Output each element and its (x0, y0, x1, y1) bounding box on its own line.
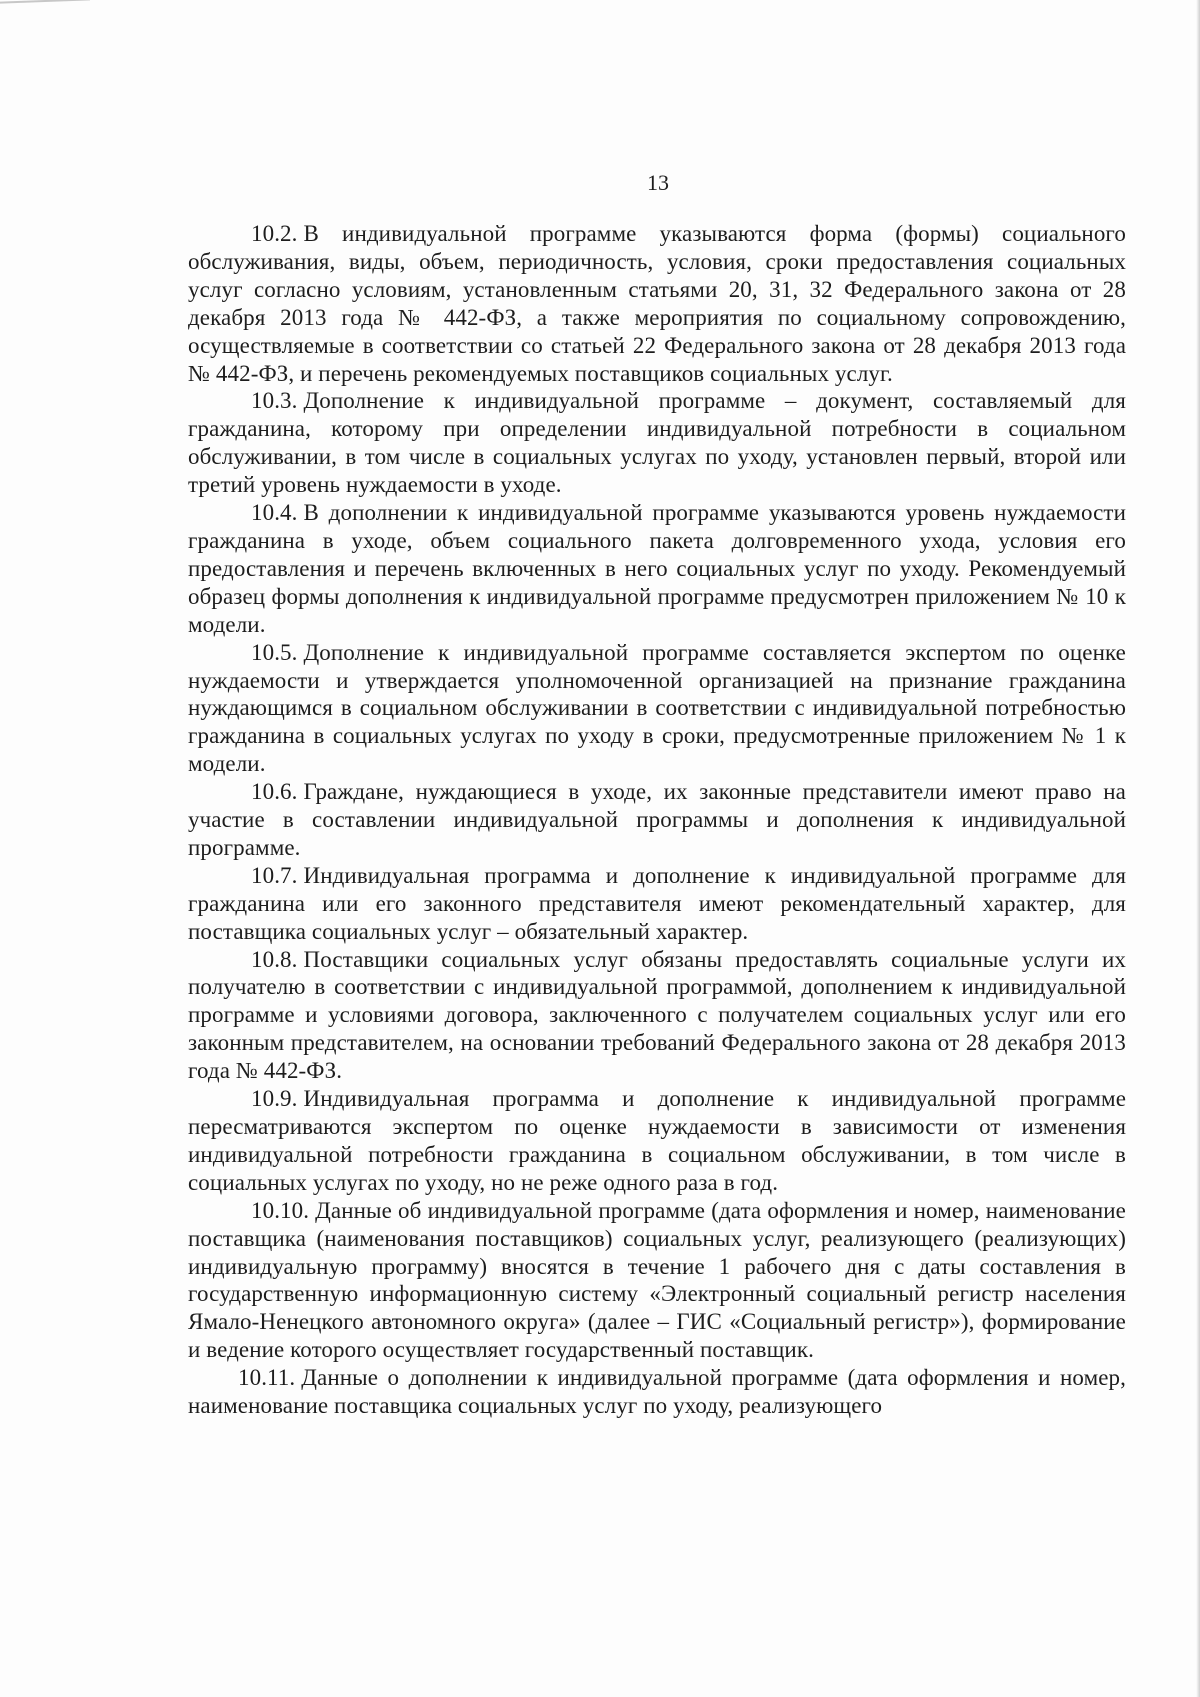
clause-number: 10.5. (251, 639, 298, 665)
clause-number: 10.11. (238, 1365, 296, 1391)
clause-text: В индивидуальной программе указываются форма (формы) социального обслуживания, виды, объем, периодичность, условия, сроки предоставления социальных услуг согласно условиям, установленным статьями 20, 31, 32 Федерального закона от 28 декабря 2013 года № 442-ФЗ, а также мероприятия по социальному сопровождению, осуществляемые в соответствии со статьей 22 Федерального закона от 28 декабря 2013 года № 442-ФЗ, и перечень рекомендуемых поставщиков социальных услуг. (188, 221, 1126, 386)
paragraph-10-11 (188, 1364, 1126, 1420)
clause-number: 10.6. (251, 779, 298, 805)
paragraph-10-5 (188, 639, 1126, 779)
paragraph-10-9 (188, 1085, 1126, 1197)
document-body (188, 220, 1126, 1420)
clause-text: Граждане, нуждающиеся в уходе, их законные представители имеют право на участие в составлении индивидуальной программы и дополнения к индивидуальной программе. (188, 779, 1126, 860)
clause-text: Дополнение к индивидуальной программе составляется экспертом по оценке нуждаемости и утверждается уполномоченной организацией на признание гражданина нуждающимся в социальном обслуживании в соответствии с индивидуальной потребностью гражданина в социальных услугах по уходу в сроки, предусмотренные приложением № 1 к модели. (188, 639, 1126, 777)
clause-text: В дополнении к индивидуальной программе указываются уровень нуждаемости гражданина в уходе, объем социального пакета долговременного ухода, условия его предоставления и перечень включенных в него социальных услуг по уходу. Рекомендуемый образец формы дополнения к индивидуальной программе предусмотрен приложением № 10 к модели. (188, 500, 1126, 637)
clause-number: 10.9. (251, 1086, 298, 1112)
clause-number: 10.2. (251, 221, 298, 246)
scan-edge-shadow (1196, 0, 1200, 1697)
clause-number: 10.4. (251, 500, 298, 526)
clause-text: Данные об индивидуальной программе (дата оформления и номер, наименование поставщика (наименования поставщиков) социальных услуг, реализующего (реализующих) индивидуальную программу) вносятся в течение 1 рабочего дня с даты составления в государственную информационную систему «Электронный социальный регистр населения Ямало-Ненецкого автономного округа» (далее – ГИС «Социальный регистр»), формирование и ведение которого осуществляет государственный поставщик. (188, 1197, 1126, 1363)
clause-text: Поставщики социальных услуг обязаны предоставлять социальные услуги их получателю в соответствии с индивидуальной программой, дополнением к индивидуальной программе и условиями договора, заключенного с получателем социальных услуг или его законным представителем, на основании требований Федерального закона от 28 декабря 2013 года № 442-ФЗ. (188, 946, 1126, 1084)
clause-text: Индивидуальная программа и дополнение к индивидуальной программе пересматриваются экспертом по оценке нуждаемости в зависимости от изменения индивидуальной потребности гражданина в социальном обслуживании, в том числе в социальных услугах по уходу, но не реже одного раза в год. (188, 1086, 1126, 1195)
clause-number: 10.10. (251, 1197, 310, 1223)
clause-number: 10.3. (251, 388, 298, 414)
clause-number: 10.8. (251, 946, 298, 972)
scan-artifact (0, 0, 90, 14)
clause-text: Дополнение к индивидуальной программе – документ, составляемый для гражданина, которому при определении индивидуальной потребности в социальном обслуживании, в том числе в социальных услугах по уходу, установлен первый, второй или третий уровень нуждаемости в уходе. (188, 388, 1126, 498)
clause-text: Индивидуальная программа и дополнение к индивидуальной программе для гражданина или его законного представителя имеют рекомендательный характер, для поставщика социальных услуг – обязательный характер. (188, 862, 1126, 944)
paragraph-10-3 (188, 387, 1126, 499)
page-number: 13 (647, 170, 669, 195)
paragraph-10-10 (188, 1197, 1126, 1364)
paragraph-10-4 (188, 499, 1126, 639)
paragraph-10-8 (188, 946, 1126, 1086)
paragraph-10-2 (188, 220, 1126, 387)
paragraph-10-7 (188, 862, 1126, 946)
paragraph-10-6 (188, 778, 1126, 862)
clause-number: 10.7. (251, 862, 298, 888)
clause-text: Данные о дополнении к индивидуальной программе (дата оформления и номер, наименование поставщика социальных услуг по уходу, реализующего (188, 1365, 1126, 1419)
